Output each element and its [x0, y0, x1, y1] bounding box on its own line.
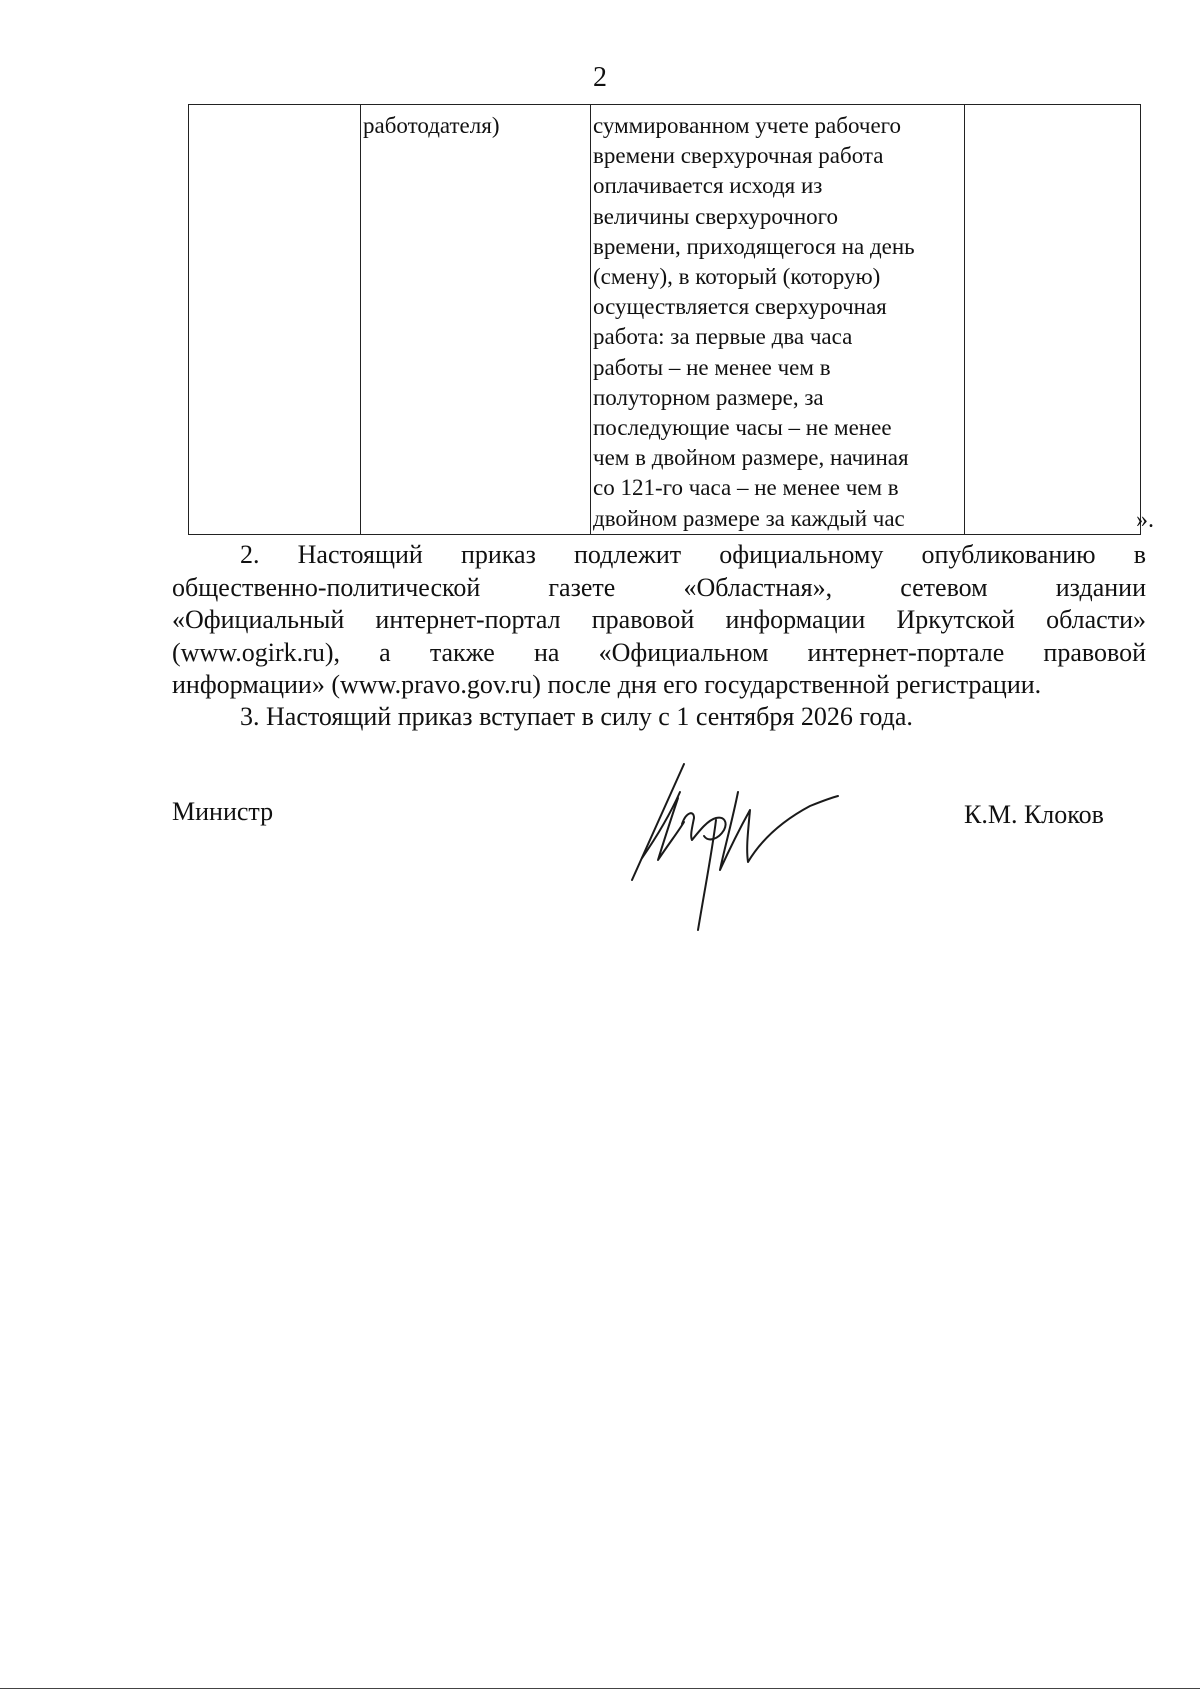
cell-line: работы – не менее чем в [593, 354, 831, 380]
closing-quote: ». [1136, 507, 1154, 533]
paragraph-3 [172, 701, 1146, 734]
cell-line: со 121-го часа – не менее чем в [593, 475, 899, 501]
table-cell-1 [189, 105, 361, 535]
cell-line: величины сверхурочного [593, 203, 839, 229]
paragraph-line: 2. Настоящий приказ подлежит официальному опубликованию в [240, 540, 1146, 569]
cell-line: времени, приходящегося на день [593, 233, 915, 259]
signatory-role: Министр [172, 797, 274, 826]
cell-line: (смену), в который (которую) [593, 264, 881, 290]
cell-line: суммированном учете рабочего [593, 113, 902, 138]
cell-line: осуществляется сверхурочная [593, 294, 887, 320]
cell-line: полуторном размере, за [593, 384, 824, 410]
cell-line: работа: за первые два часа [593, 324, 853, 350]
table-cell-4 [965, 105, 1141, 535]
table-row [189, 105, 1141, 535]
cell-line: оплачивается исходя из [593, 173, 823, 199]
paragraph-2 [172, 539, 1146, 702]
page-number: 2 [593, 62, 607, 93]
cell-line: двойном размере за каждый час [593, 505, 905, 531]
continuation-table [188, 104, 1141, 535]
table-cell-2 [361, 105, 591, 535]
cell-line: времени сверхурочная работа [593, 143, 884, 169]
paragraph-line: (www.ogirk.ru), а также на «Официальном интернет-портале правовой [172, 637, 1146, 667]
scan-edge-line [0, 1688, 1200, 1689]
table-cell-2-text: работодателя) [363, 113, 500, 138]
paragraph-line: информации» (www.pravo.gov.ru) после дня его государственной регистрации. [172, 670, 1042, 699]
signatory-name: К.М. Клоков [964, 800, 1104, 829]
cell-line: чем в двойном размере, начиная [593, 445, 909, 471]
paragraph-line: общественно-политической газете «Областная», сетевом издании [172, 572, 1146, 602]
handwritten-signature [620, 762, 880, 932]
cell-line: последующие часы – не менее [593, 415, 892, 441]
table-cell-3-text [591, 105, 964, 534]
paragraph-line: 3. Настоящий приказ вступает в силу с 1 сентября 2026 года. [240, 702, 913, 731]
paragraph-line: «Официальный интернет-портал правовой информации Иркутской области» [172, 605, 1146, 634]
table-cell-3 [591, 105, 965, 535]
